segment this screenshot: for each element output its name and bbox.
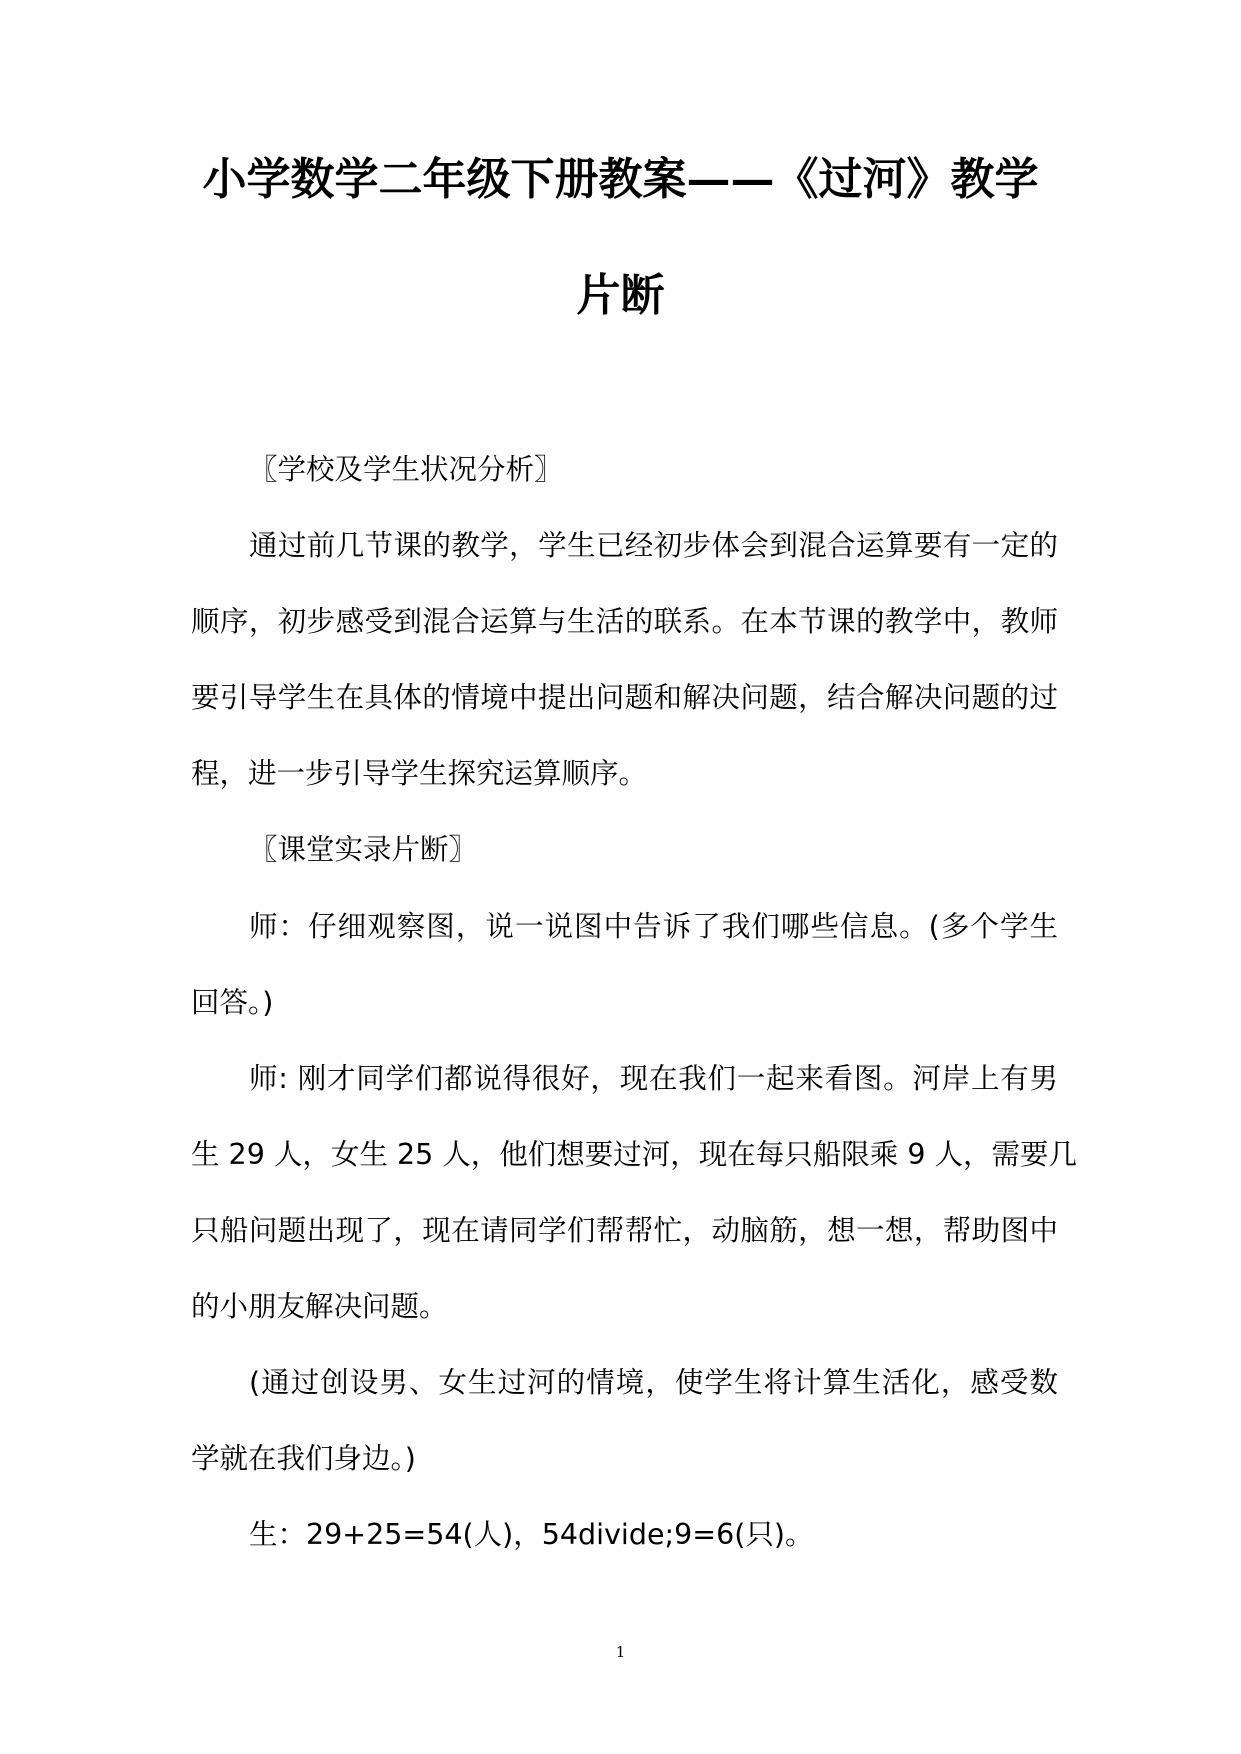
paragraph (191, 1497, 1058, 1573)
paragraph (191, 508, 1058, 812)
section-classroom-record (191, 812, 1078, 1573)
paragraph-line: 师：仔细观察图，说一说图中告诉了我们哪些信息。(多个学生 (249, 909, 1058, 943)
paragraph-line: 只船问题出现了，现在请同学们帮帮忙，动脑筋，想一想，帮助图中 (191, 1213, 1058, 1247)
paragraph-line: 顺序，初步感受到混合运算与生活的联系。在本节课的教学中，教师 (191, 605, 1058, 639)
paragraph (191, 1041, 1078, 1345)
page-title-line: 片断 (576, 270, 665, 321)
paragraph-line: 学就在我们身边。) (191, 1442, 416, 1476)
paragraph-line: 回答。) (191, 985, 274, 1019)
page-title (150, 122, 1091, 354)
paragraph-line: 的小朋友解决问题。 (191, 1290, 448, 1324)
page-number: 1 (615, 1643, 626, 1661)
paragraph-line: 通过前几节课的教学，学生已经初步体会到混合运算要有一定的 (249, 529, 1058, 563)
section-heading: 〖学校及学生状况分析〗 (249, 453, 563, 486)
paragraph-line: 生 29 人，女生 25 人，他们想要过河，现在每只船限乘 9 人，需要几 (191, 1137, 1078, 1171)
paragraph (191, 1345, 1058, 1497)
paragraph-line: 生：29+25=54(人)，54divide;9=6(只)。 (249, 1518, 814, 1552)
paragraph-line: (通过创设男、女生过河的情境，使学生将计算生活化，感受数 (249, 1366, 1058, 1400)
page-title-line: 小学数学二年级下册教案——《过河》教学 (202, 154, 1039, 205)
paragraph (191, 889, 1058, 1041)
section-heading: 〖课堂实录片断〗 (249, 833, 478, 867)
paragraph-line: 师: 刚才同学们都说得很好，现在我们一起来看图。河岸上有男 (249, 1061, 1058, 1095)
paragraph-line: 要引导学生在具体的情境中提出问题和解决问题，结合解决问题的过 (191, 681, 1058, 715)
document-body (191, 432, 1078, 1573)
paragraph-line: 程，进一步引导学生探究运算顺序。 (191, 757, 648, 791)
section-analysis (191, 432, 1058, 812)
